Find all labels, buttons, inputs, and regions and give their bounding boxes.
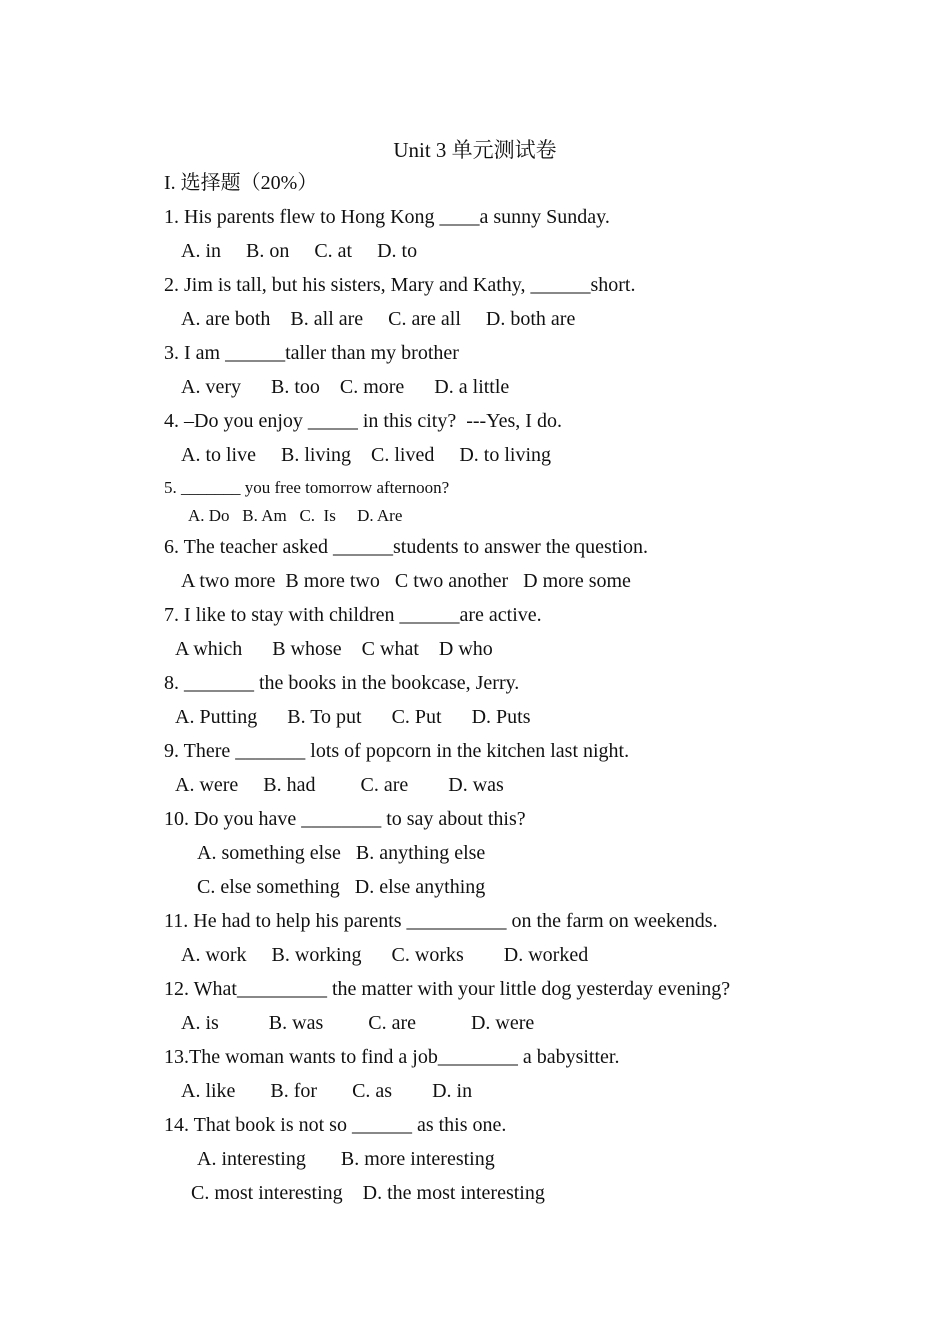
question-8-options: A. Putting B. To put C. Put D. Puts <box>175 706 531 728</box>
question-3-options: A. very B. too C. more D. a little <box>181 376 510 398</box>
question-11: 11. He had to help his parents __________ on the farm on weekends. <box>164 910 718 932</box>
question-8: 8. _______ the books in the bookcase, Jerry. <box>164 672 520 694</box>
question-6: 6. The teacher asked ______students to answer the question. <box>164 536 648 558</box>
question-2-options: A. are both B. all are C. are all D. both are <box>181 308 576 330</box>
question-14-options-1: A. interesting B. more interesting <box>197 1148 495 1170</box>
question-1: 1. His parents flew to Hong Kong ____a sunny Sunday. <box>164 206 610 228</box>
question-2: 2. Jim is tall, but his sisters, Mary and Kathy, ______short. <box>164 274 636 296</box>
question-4-options: A. to live B. living C. lived D. to living <box>181 444 551 466</box>
question-3: 3. I am ______taller than my brother <box>164 342 459 364</box>
question-1-options: A. in B. on C. at D. to <box>181 240 418 262</box>
question-4: 4. –Do you enjoy _____ in this city? ---Yes, I do. <box>164 410 562 432</box>
question-10: 10. Do you have ________ to say about this? <box>164 808 526 830</box>
question-10-options-1: A. something else B. anything else <box>197 842 486 864</box>
question-6-options: A two more B more two C two another D more some <box>181 570 631 592</box>
question-9-options: A. were B. had C. are D. was <box>175 774 504 796</box>
question-10-options-2: C. else something D. else anything <box>197 876 486 898</box>
question-5-options: A. Do B. Am C. Is D. Are <box>188 506 403 525</box>
question-13-options: A. like B. for C. as D. in <box>181 1080 473 1102</box>
question-14-options-2: C. most interesting D. the most interesting <box>191 1182 545 1204</box>
question-9: 9. There _______ lots of popcorn in the kitchen last night. <box>164 740 630 762</box>
question-13: 13.The woman wants to find a job________ a babysitter. <box>164 1046 620 1068</box>
question-12-options: A. is B. was C. are D. were <box>181 1012 535 1034</box>
question-7: 7. I like to stay with children ______are active. <box>164 604 542 626</box>
question-11-options: A. work B. working C. works D. worked <box>181 944 589 966</box>
question-5: 5. _______ you free tomorrow afternoon? <box>164 478 450 497</box>
section-heading: I. 选择题（20%） <box>164 172 318 194</box>
question-12: 12. What_________ the matter with your little dog yesterday evening? <box>164 978 731 1000</box>
question-7-options: A which B whose C what D who <box>175 638 493 660</box>
page-title: Unit 3 单元测试卷 <box>393 138 557 162</box>
question-14: 14. That book is not so ______ as this one. <box>164 1114 507 1136</box>
